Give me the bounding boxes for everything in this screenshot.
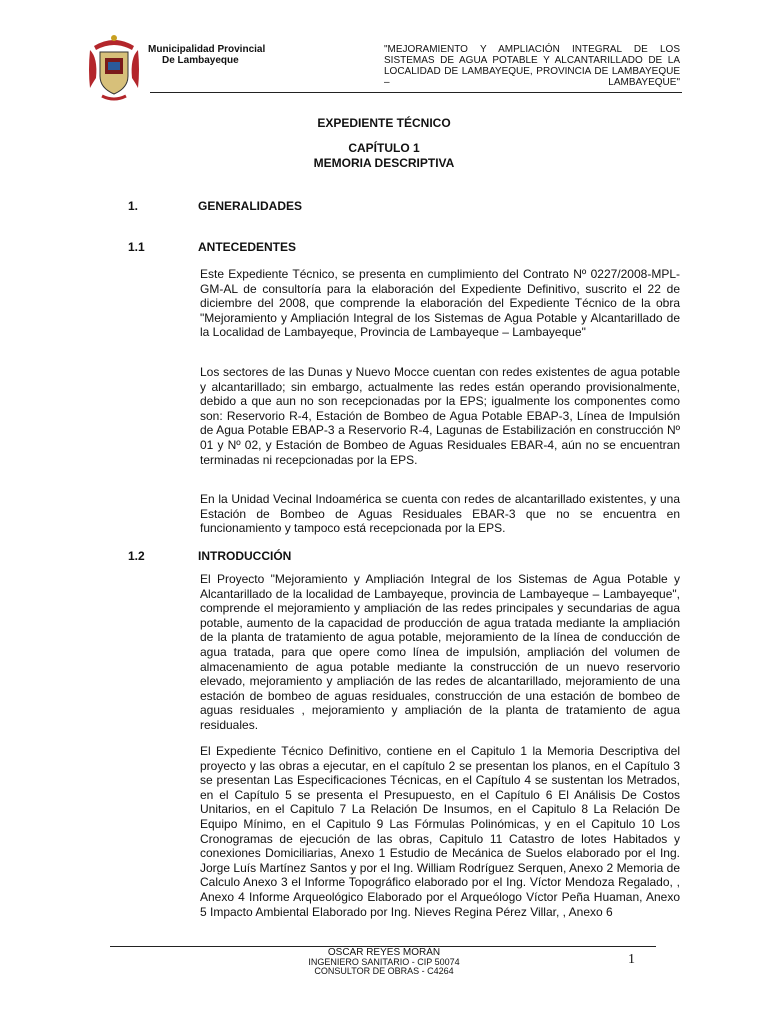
- engineer-name: OSCAR REYES MORÁN: [327, 947, 441, 958]
- paragraph: Los sectores de las Dunas y Nuevo Mocce cuentan con redes existentes de agua potable y alcantarillado; sin embargo, actualmente las redes están operando provisionalmente, debido a que aun no son recepcionadas por la EPS; igualmente los componentes como son: Reservorio R-4, Estación de Bombeo de Agua Potable EBAP-3, Línea de Impulsión de Agua Potable EBAP-3 a Reservorio R-4, Lagunas de Estabilización en construcción Nº 01 y Nº 02, y Estación de Bombeo de Aguas Residuales EBAR-4, aún no se encuentran terminadas ni recepcionadas por la EPS.: [200, 365, 680, 467]
- section-title: INTRODUCCIÓN: [198, 549, 292, 563]
- page-number: 1: [628, 952, 635, 967]
- organization-line-1: Municipalidad Provincial: [148, 44, 266, 55]
- chapter-title: MEMORIA DESCRIPTIVA: [313, 156, 455, 170]
- paragraph: El Proyecto "Mejoramiento y Ampliación Integral de los Sistemas de Agua Potable y Alcantarillado de la localidad de Lambayeque, provincia de Lambayeque – Lambayeque", comprende el mejoramiento y ampliación de las redes principales y secundarias de agua potable, aumento de la capacidad de producción de agua tratada mediante la ampliación de la planta de tratamiento de agua potable, mejoramiento de la línea de conducción de agua tratada, para que opere como línea de impulsión, ampliación del volumen de almacenamiento de agua potable mediante la construcción de un nuevo reservorio elevado, mejoramiento y ampliación de las redes de alcantarillado, mejoramiento de una estación de bombeo de aguas residuales, construcción de una estación de bombeo de aguas residuales , mejoramiento y ampliación de la planta de tratamiento de agua residuales.: [200, 572, 680, 732]
- paragraph: Este Expediente Técnico, se presenta en cumplimiento del Contrato Nº 0227/2008-MPL-GM-AL de consultoría para la elaboración del Expediente Definitivo, suscrito el 22 de diciembre del 2008, que comprende la elaboración del Expediente Técnico de la obra "Mejoramiento y Ampliación Integral de los Sistemas de Agua Potable y Alcantarillado de la Localidad de Lambayeque, Provincia de Lambayeque – Lambayeque": [200, 267, 680, 340]
- chapter-number: CAPÍTULO 1: [348, 141, 420, 155]
- paragraph: El Expediente Técnico Definitivo, contiene en el Capitulo 1 la Memoria Descriptiva del proyecto y las obras a ejecutar, en el capítulo 2 se presentan los planos, en el Capítulo 3 se presentan Las Especificaciones Técnicas, en el Capítulo 4 se sustentan los Metrados, en el Capítulo 5 se presenta el Presupuesto, en el Capítulo 6 El Análisis De Costos Unitarios, en el Capitulo 7 La Relación De Insumos, en el Capitulo 8 La Relación De Equipo Mínimo, en el Capitulo 9 Las Fórmulas Polinómicas, y en el Capitulo 10 Los Cronogramas de ejecución de las obras, Capitulo 11 Catastro de lotes Habitados y conexiones Domiciliarias, Anexo 1 Estudio de Mecánica de Suelos elaborado por el Ing. Jorge Luís Martínez Santos y por el Ing. William Rodríguez Serquen, Anexo 2 Memoria de Calculo Anexo 3 el Informe Topográfico elaborado por el Ing. Víctor Mendoza Regalado, , Anexo 4 Informe Arqueológico Elaborado por el Arqueólogo Víctor Peña Huaman, Anexo 5 Impacto Ambiental Elaborado por Ing. Nieves Regina Pérez Villar, , Anexo 6: [200, 744, 680, 919]
- section-number: 1.: [128, 199, 139, 213]
- footer-signature: [0, 948, 768, 977]
- engineer-title: INGENIERO SANITARIO - CIP 50074: [308, 956, 460, 967]
- paragraph: En la Unidad Vecinal Indoamérica se cuenta con redes de alcantarillado existentes, y una Estación de Bombeo de Aguas Residuales EBAR-3 que no se encuentra en funcionamiento y tampoco está recepcionada por la EPS.: [200, 492, 680, 536]
- section-title: ANTECEDENTES: [198, 240, 297, 254]
- coat-of-arms-icon: [88, 32, 140, 104]
- document-title: EXPEDIENTE TÉCNICO: [317, 116, 451, 130]
- project-title: "MEJORAMIENTO Y AMPLIACIÓN INTEGRAL DE LOS SISTEMAS DE AGUA POTABLE Y ALCANTARILLADO DE LA LOCALIDAD DE LAMBAYEQUE, PROVINCIA DE LAMBAYEQUE – LAMBAYEQUE": [384, 44, 680, 88]
- section-title: GENERALIDADES: [198, 199, 303, 213]
- section-number: 1.1: [128, 240, 145, 254]
- organization-line-2: De Lambayeque: [162, 55, 239, 66]
- section-number: 1.2: [128, 549, 145, 563]
- organization-name: [148, 44, 288, 66]
- consultant-registry: CONSULTOR DE OBRAS - C4264: [314, 966, 454, 976]
- header-divider: [150, 92, 682, 93]
